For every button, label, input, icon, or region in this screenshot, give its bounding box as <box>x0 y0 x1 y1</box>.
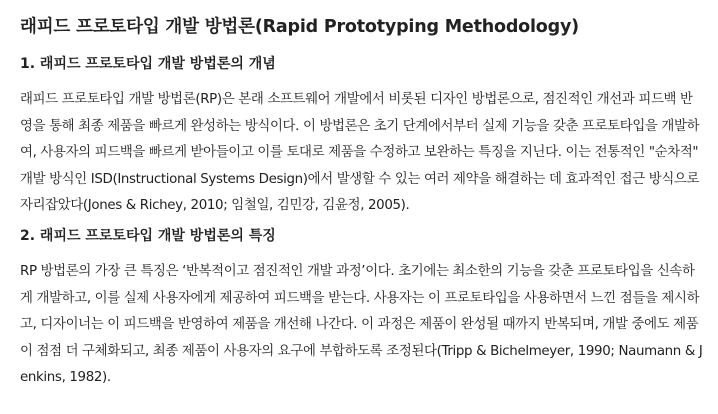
section-paragraph: 래피드 프로토타입 개발 방법론(RP)은 본래 소프트웨어 개발에서 비롯된 디자인 방법론으로, 점진적인 개선과 피드백 반영을 통해 최종 제품을 빠르게 완성하는 방식이다. 이 방법론은 초기 단계에서부터 실제 기능을 갖춘 프로토타입을 개발하여, 사용자의 피드백을 빠르게 받아들이고 이를 토대로 제품을 수정하고 보완하는 특징을 지닌다. 이는 전통적인 "순차적" 개발 방식인 ISD(Instructional Systems Design)에서 발생할 수 있는 여러 제약을 해결하는 데 효과적인 접근 방식으로 자리잡았다(Jones & Richey, 2010; 임철일, 김민강, 김윤정, 2005). <box>20 92 700 214</box>
document-title: 래피드 프로토타입 개발 방법론(Rapid Prototyping Methodology) <box>20 17 579 37</box>
section-features <box>20 226 704 392</box>
section-heading: 1. 래피드 프로토타입 개발 방법론의 개념 <box>20 56 276 72</box>
document <box>20 14 704 392</box>
section-concept <box>20 54 704 220</box>
section-paragraph: RP 방법론의 가장 큰 특징은 ‘반복적이고 점진적인 개발 과정’이다. 초기에는 최소한의 기능을 갖춘 프로토타입을 신속하게 개발하고, 이를 실제 사용자에게 제공하여 피드백을 받는다. 사용자는 이 프로토타입을 사용하면서 느낀 점들을 제시하고, 디자이너는 이 피드백을 반영하여 제품을 개선해 나간다. 이 과정은 제품이 완성될 때까지 반복되며, 개발 중에도 제품이 점점 더 구체화되고, 최종 제품이 사용자의 요구에 부합하도록 조정된다(Tripp & Bichelmeyer, 1990; Naumann & Jenkins, 1982). <box>20 263 703 386</box>
section-heading: 2. 래피드 프로토타입 개발 방법론의 특징 <box>20 227 276 244</box>
